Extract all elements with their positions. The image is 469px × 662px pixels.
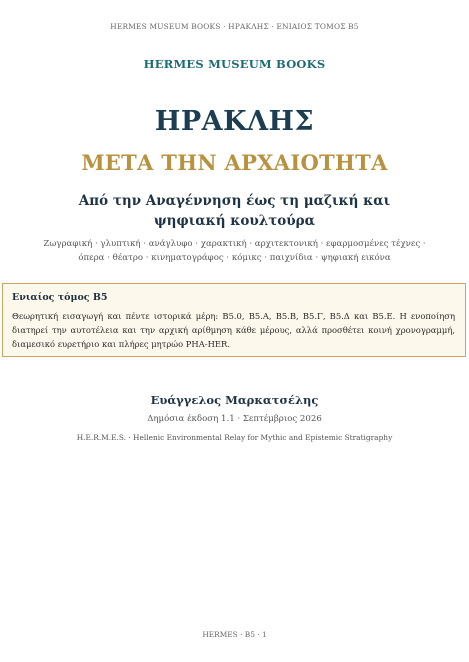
edition-info: Δημόσια έκδοση 1.1 · Σεπτέμβριος 2026 <box>147 414 322 424</box>
volume-title: Ενιαίος τόμος Β5 <box>12 292 108 303</box>
author-name: Ευάγγελος Μαρκατσέλης <box>150 393 319 407</box>
media-list: Ζωγραφική · γλυπτική · ανάγλυφο · χαρακτική · αρχιτεκτονική · εφαρμοσμένες τέχνες · όπερα · θέατρο · κινηματογράφος · κόμικς · παιχνίδια · ψηφιακή εικόνα <box>43 239 426 263</box>
page-footer: HERMES · B5 · 1 <box>202 630 267 639</box>
main-title: ΗΡΑΚΛΗΣ <box>154 106 315 137</box>
volume-description: Θεωρητική εισαγωγή και πέντε ιστορικά μέρη: Β5.0, Β5.Α, Β5.Β, Β5.Γ, Β5.Δ και Β5.Ε. Η ενοποίηση διατηρεί την αυτοτέλεια και την αρχική αρίθμηση κάθε μέρους, αλλά προσθέτει κοινή χρονογραμμή, διαμεσικό ευρετήριο και πλήρες μητρώο PHA-HER. <box>12 311 455 349</box>
publisher-name: HERMES MUSEUM BOOKS <box>143 57 326 71</box>
sub-title: ΜΕΤΑ ΤΗΝ ΑΡΧΑΙΟΤΗΤΑ <box>81 150 388 175</box>
volume-info-box <box>2 283 466 357</box>
tagline: Από την Αναγέννηση έως τη μαζική και ψηφιακή κουλτούρα <box>78 193 391 229</box>
hermes-acronym: H.E.R.M.E.S. · Hellenic Environmental Relay for Mythic and Epistemic Stratigraphy <box>76 433 393 442</box>
running-head: HERMES MUSEUM BOOKS · ΗΡΑΚΛΗΣ · ΕΝΙΑΙΟΣ ΤΟΜΟΣ Β5 <box>110 22 359 31</box>
